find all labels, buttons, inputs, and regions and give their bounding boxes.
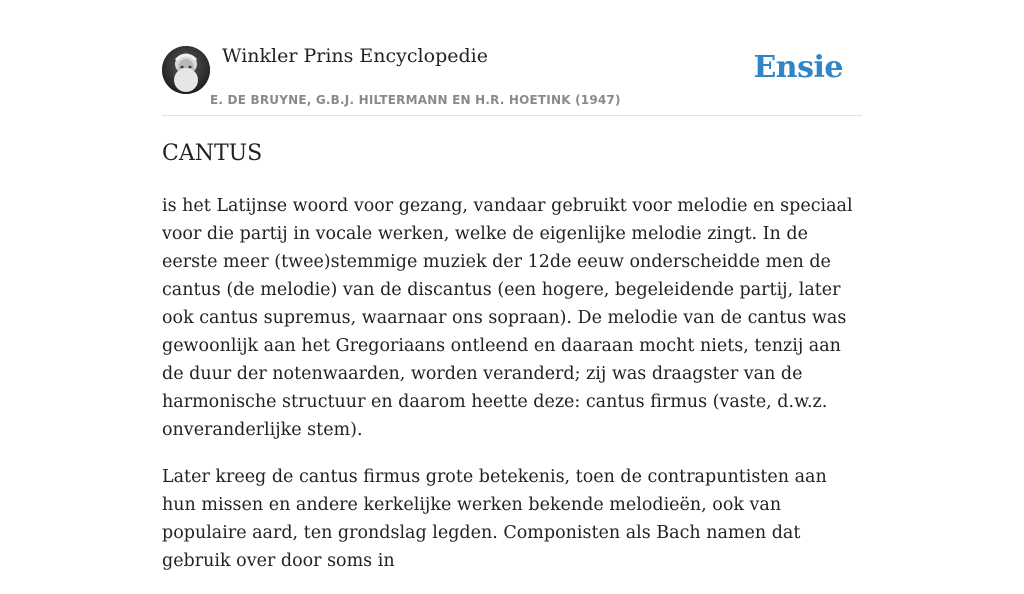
- page: [162, 0, 862, 571]
- entry-title: CANTUS: [162, 141, 263, 166]
- author-avatar[interactable]: [162, 46, 210, 94]
- paragraph: is het Latijnse woord voor gezang, vandaar gebruikt voor melodie en speciaal voor die partij in vocale werken, welke de eigenlijke melodie zingt. In de eerste meer (twee)stemmige muziek der 12de eeuw onderscheidde men de cantus (de melodie) van de discantus (een hogere, begeleidende partij, later ook cantus supremus, waarnaar ons sopraan). De melodie van de cantus was gewoonlijk aan het Gregoriaans ontleend en daaraan mocht niets, tenzij aan de duur der notenwaarden, worden veranderd; zij was draagster van de harmonische structuur en daarom heette deze: cantus firmus (vaste, d.w.z. onveranderlijke stem).: [162, 196, 853, 440]
- ensie-logo-link[interactable]: Ensie: [753, 50, 843, 85]
- portrait-icon: [162, 46, 210, 94]
- source-header: [162, 0, 862, 116]
- source-title[interactable]: Winkler Prins Encyclopedie: [222, 45, 488, 67]
- paragraph: Later kreeg de cantus firmus grote betekenis, toen de contrapuntisten aan hun missen en andere kerkelijke werken bekende melodieën, ook van populaire aard, ten grondslag legden. Componisten als Bach namen dat gebruik over door soms in: [162, 467, 827, 571]
- entry-content: [162, 192, 862, 594]
- source-authors: E. DE BRUYNE, G.B.J. HILTERMANN EN H.R. HOETINK (1947): [210, 93, 621, 107]
